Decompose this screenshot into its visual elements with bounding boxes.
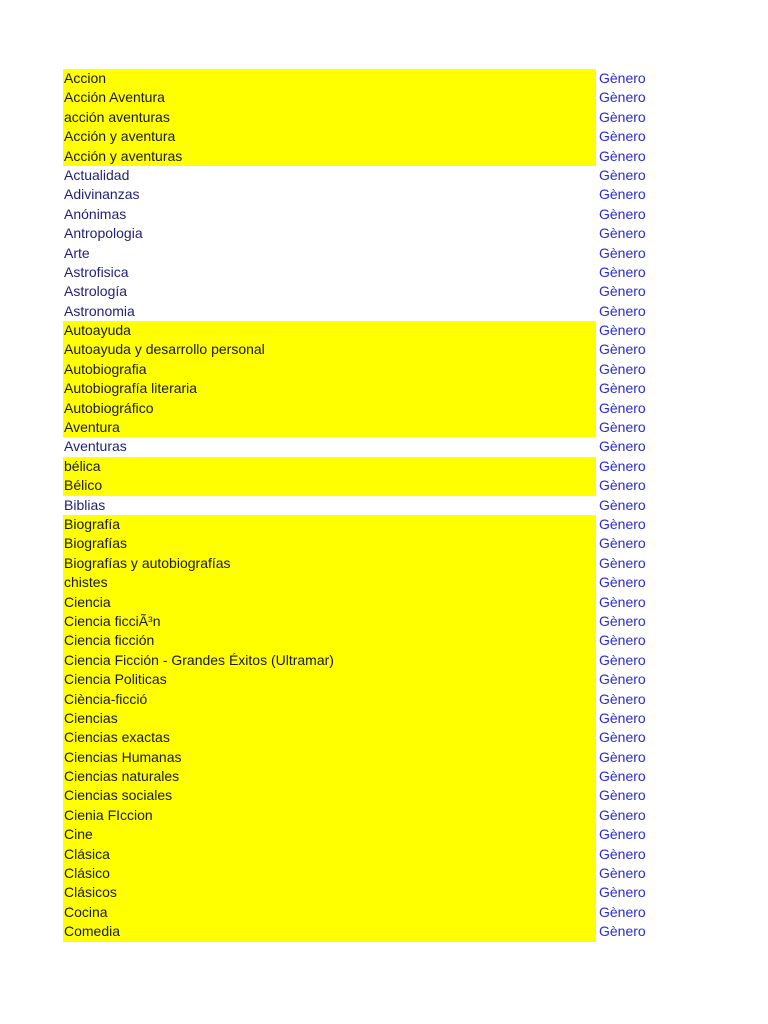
table-row xyxy=(63,457,663,476)
type-cell[interactable]: Gènero xyxy=(599,302,646,319)
type-cell[interactable]: Gènero xyxy=(599,108,646,125)
genre-cell[interactable]: Ciencia Ficción - Grandes Éxitos (Ultramar) xyxy=(63,651,596,670)
table-row xyxy=(63,321,663,340)
table-row xyxy=(63,224,663,243)
table-row xyxy=(63,360,663,379)
table-row xyxy=(63,767,663,786)
genre-cell[interactable]: Ciencias Humanas xyxy=(63,748,596,767)
table-row xyxy=(63,127,663,146)
table-row xyxy=(63,166,663,185)
type-cell[interactable]: Gènero xyxy=(599,166,646,183)
type-cell[interactable]: Gènero xyxy=(599,496,646,513)
table-row xyxy=(63,263,663,282)
type-cell[interactable]: Gènero xyxy=(599,845,646,862)
genre-cell[interactable]: Clásico xyxy=(63,864,596,883)
type-cell[interactable]: Gènero xyxy=(599,438,646,455)
genre-cell[interactable]: Bélico xyxy=(63,476,596,495)
table-row xyxy=(63,244,663,263)
type-cell[interactable]: Gènero xyxy=(599,826,646,843)
type-cell[interactable]: Gènero xyxy=(599,729,646,746)
table-row xyxy=(63,573,663,592)
type-cell[interactable]: Gènero xyxy=(599,651,646,668)
type-cell[interactable]: Gènero xyxy=(599,244,646,261)
table-row xyxy=(63,709,663,728)
genre-cell[interactable]: bélica xyxy=(63,457,596,476)
table-row xyxy=(63,825,663,844)
type-cell[interactable]: Gènero xyxy=(599,457,646,474)
table-row xyxy=(63,379,663,398)
table-row xyxy=(63,593,663,612)
genre-cell[interactable]: Autobiográfico xyxy=(63,399,596,418)
genre-cell[interactable]: Ciencia xyxy=(63,593,596,612)
genre-cell[interactable]: Cocina xyxy=(63,903,596,922)
type-cell[interactable]: Gènero xyxy=(599,923,646,940)
genre-cell[interactable]: Ciencia ficción xyxy=(63,631,596,650)
type-cell[interactable]: Gènero xyxy=(599,341,646,358)
genre-cell[interactable]: Autoayuda xyxy=(63,321,596,340)
table-row xyxy=(63,205,663,224)
type-cell[interactable]: Gènero xyxy=(599,477,646,494)
genre-cell[interactable]: Ciencia ficciÃ³n xyxy=(63,612,596,631)
table-row xyxy=(63,534,663,553)
genre-cell[interactable]: chistes xyxy=(63,573,596,592)
type-cell[interactable]: Gènero xyxy=(599,89,646,106)
table-row xyxy=(63,631,663,650)
table-row xyxy=(63,399,663,418)
genre-cell[interactable]: Acción Aventura xyxy=(63,88,596,107)
genre-cell[interactable]: Aventuras xyxy=(64,438,127,455)
genre-cell[interactable]: Ciència-ficció xyxy=(63,690,596,709)
table-row xyxy=(63,302,663,321)
genre-cell[interactable]: Accion xyxy=(63,69,596,88)
type-cell[interactable]: Gènero xyxy=(599,903,646,920)
table-row xyxy=(63,670,663,689)
type-cell[interactable]: Gènero xyxy=(599,205,646,222)
table-row xyxy=(63,651,663,670)
genre-cell[interactable]: Autobiografía literaria xyxy=(63,379,596,398)
genre-cell[interactable]: Astrofisica xyxy=(64,263,129,280)
type-cell[interactable]: Gènero xyxy=(599,399,646,416)
genre-cell[interactable]: Acción y aventura xyxy=(63,127,596,146)
genre-cell[interactable]: Comedia xyxy=(63,922,596,941)
genre-cell[interactable]: Biografía xyxy=(63,515,596,534)
type-cell[interactable]: Gènero xyxy=(599,884,646,901)
genre-cell[interactable]: Clásica xyxy=(63,845,596,864)
type-cell[interactable]: Gènero xyxy=(599,128,646,145)
type-cell[interactable]: Gènero xyxy=(599,554,646,571)
table-row xyxy=(63,418,663,437)
genre-cell[interactable]: Ciencias sociales xyxy=(63,786,596,805)
genre-cell[interactable]: Ciencias exactas xyxy=(63,728,596,747)
type-cell[interactable]: Gènero xyxy=(599,593,646,610)
table-row xyxy=(63,437,663,456)
table-row xyxy=(63,903,663,922)
type-cell[interactable]: Gènero xyxy=(599,535,646,552)
type-cell[interactable]: Gènero xyxy=(599,283,646,300)
table-row xyxy=(63,496,663,515)
genre-cell[interactable]: Cienia FIccion xyxy=(63,806,596,825)
genre-cell[interactable]: Ciencias naturales xyxy=(63,767,596,786)
genre-cell[interactable]: Acción y aventuras xyxy=(63,147,596,166)
table-row xyxy=(63,786,663,805)
genre-cell[interactable]: Autobiografia xyxy=(63,360,596,379)
genre-cell[interactable]: acción aventuras xyxy=(63,108,596,127)
type-cell[interactable]: Gènero xyxy=(599,690,646,707)
type-cell[interactable]: Gènero xyxy=(599,515,646,532)
genre-cell[interactable]: Aventura xyxy=(63,418,596,437)
genre-cell[interactable]: Antropologia xyxy=(64,225,143,242)
type-cell[interactable]: Gènero xyxy=(599,70,646,86)
type-cell[interactable]: Gènero xyxy=(599,360,646,377)
table-row xyxy=(63,806,663,825)
type-cell[interactable]: Gènero xyxy=(599,787,646,804)
genre-cell[interactable]: Autoayuda y desarrollo personal xyxy=(63,340,596,359)
table-row xyxy=(63,728,663,747)
type-cell[interactable]: Gènero xyxy=(599,806,646,823)
type-cell[interactable]: Gènero xyxy=(599,632,646,649)
type-cell[interactable]: Gènero xyxy=(599,225,646,242)
type-cell[interactable]: Gènero xyxy=(599,186,646,203)
genre-cell[interactable]: Adivinanzas xyxy=(64,186,140,203)
table-row xyxy=(63,690,663,709)
genre-cell[interactable]: Biografías xyxy=(63,534,596,553)
table-row xyxy=(63,883,663,902)
table-row xyxy=(63,185,663,204)
type-cell[interactable]: Gènero xyxy=(599,671,646,688)
genre-cell[interactable]: Actualidad xyxy=(64,166,130,183)
type-cell[interactable]: Gènero xyxy=(599,322,646,339)
type-cell[interactable]: Gènero xyxy=(599,612,646,629)
type-cell[interactable]: Gènero xyxy=(599,263,646,280)
type-cell[interactable]: Gènero xyxy=(599,709,646,726)
table-row xyxy=(63,282,663,301)
genre-cell[interactable]: Ciencias xyxy=(63,709,596,728)
genre-table xyxy=(63,69,663,942)
table-row xyxy=(63,612,663,631)
genre-cell[interactable]: Astrología xyxy=(64,283,128,300)
table-row xyxy=(63,69,663,88)
table-row xyxy=(63,845,663,864)
table-row xyxy=(63,922,663,941)
table-row xyxy=(63,340,663,359)
genre-cell[interactable]: Biografías y autobiografías xyxy=(63,554,596,573)
genre-cell[interactable]: Cine xyxy=(63,825,596,844)
type-cell[interactable]: Gènero xyxy=(599,865,646,882)
table-row xyxy=(63,864,663,883)
type-cell[interactable]: Gènero xyxy=(599,147,646,164)
table-row xyxy=(63,476,663,495)
type-cell[interactable]: Gènero xyxy=(599,574,646,591)
type-cell[interactable]: Gènero xyxy=(599,768,646,785)
type-cell[interactable]: Gènero xyxy=(599,380,646,397)
type-cell[interactable]: Gènero xyxy=(599,419,646,436)
genre-cell[interactable]: Ciencia Politicas xyxy=(63,670,596,689)
genre-cell[interactable]: Astronomia xyxy=(64,302,135,319)
genre-cell[interactable]: Clásicos xyxy=(63,883,596,902)
genre-cell[interactable]: Arte xyxy=(64,244,90,261)
type-cell[interactable]: Gènero xyxy=(599,748,646,765)
genre-cell[interactable]: Anónimas xyxy=(64,205,127,222)
table-row xyxy=(63,147,663,166)
table-row xyxy=(63,748,663,767)
genre-cell[interactable]: Biblias xyxy=(64,496,106,513)
table-row xyxy=(63,515,663,534)
table-row xyxy=(63,88,663,107)
table-row xyxy=(63,554,663,573)
table-row xyxy=(63,108,663,127)
